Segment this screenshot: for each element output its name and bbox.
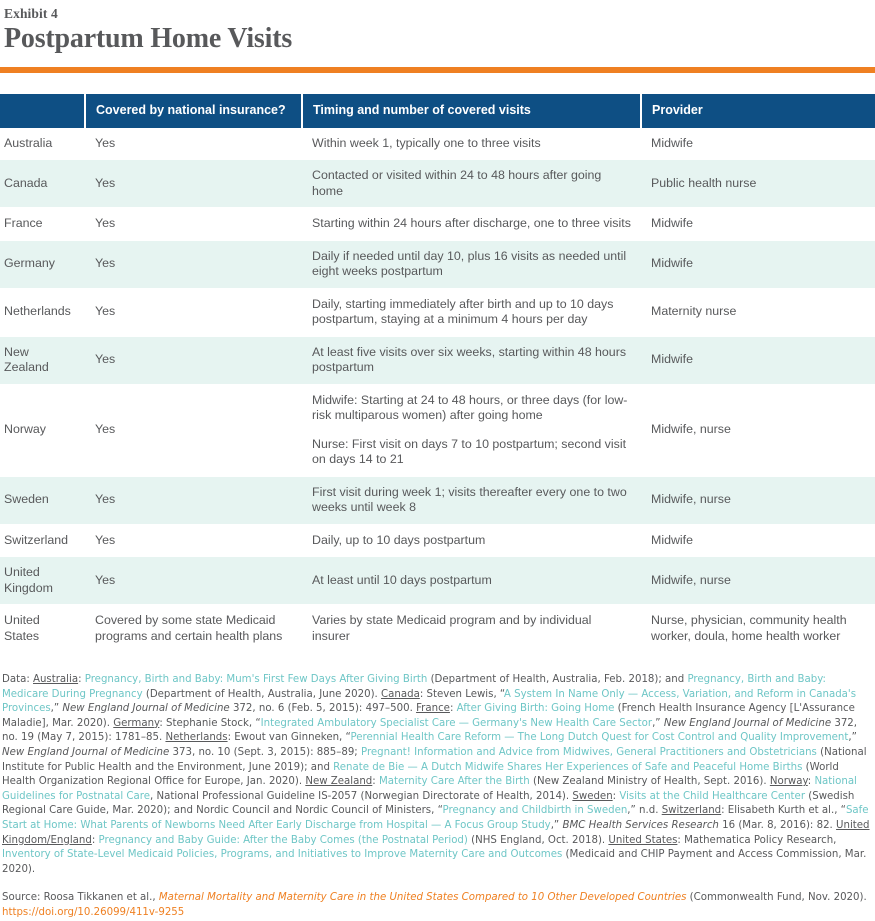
table-row [0,524,875,557]
cell-covered: Yes [85,557,302,605]
cell-provider: Midwife, nurse [641,557,875,605]
timing-paragraph: Varies by state Medicaid program and by individual insurer [312,613,592,643]
cell-country: Norway [0,384,85,476]
cell-timing [302,557,641,605]
postpartum-home-visits-table [0,94,875,653]
table-row [0,557,875,605]
orange-divider [0,67,875,73]
source-note: Source: Roosa Tikkanen et al., Maternal Mortality and Maternity Care in the United States Compared to 10 Other Developed Countries (Commonwealth Fund, Nov. 2020). https://doi.org/10.26099/411v-9255 [2,892,867,918]
reference-text: Sweden [572,790,613,802]
cell-provider: Midwife, nurse [641,384,875,476]
reference-link[interactable]: Maternity Care After the Birth [378,776,530,788]
reference-text: United Kingdom/England [2,819,870,846]
reference-link[interactable]: Perennial Health Care Reform — The Long Dutch Quest for Cost Control and Quality Improvement [350,732,849,744]
cell-timing [302,524,641,557]
table-row [0,605,875,653]
timing-paragraph: Daily if needed until day 10, plus 16 visits as needed until eight weeks postpartum [312,248,627,278]
reference-text: Norway [769,776,808,788]
cell-covered: Yes [85,288,302,336]
cell-timing [302,208,641,241]
reference-text: New England Journal of Medicine [663,717,832,729]
column-header-timing: Timing and number of covered visits [302,94,641,128]
cell-provider: Midwife, nurse [641,476,875,524]
timing-paragraph: At least five visits over six weeks, starting within 48 hours postpartum [312,344,627,374]
cell-covered: Yes [85,128,302,160]
cell-provider: Maternity nurse [641,288,875,336]
reference-text: Australia [33,674,79,685]
table-row [0,384,875,476]
cell-country: Germany [0,240,85,288]
cell-provider: Midwife [641,208,875,241]
reference-link[interactable]: Inventory of State-Level Medicaid Policies, Programs, and Initiatives to Improve Maternity Care and Outcomes [2,849,563,861]
cell-covered: Yes [85,336,302,384]
timing-paragraph: First visit during week 1; visits thereafter every one to two weeks until week 8 [312,484,627,514]
cell-timing [302,160,641,208]
reference-text: Netherlands [165,732,228,744]
cell-provider: Nurse, physician, community health worker, doula, home health worker [641,605,875,653]
table-row [0,288,875,336]
table-row [0,336,875,384]
timing-paragraph: Starting within 24 hours after discharge, one to three visits [312,216,631,230]
table-row [0,476,875,524]
column-header-covered: Covered by national insurance? [85,94,302,128]
reference-link[interactable]: Pregnancy and Baby Guide: After the Baby Comes (the Postnatal Period) [98,834,468,846]
reference-link[interactable]: After Giving Birth: Going Home [456,703,615,715]
table-header [0,94,875,128]
table-row [0,240,875,288]
timing-paragraph: Nurse: First visit on days 7 to 10 postpartum; second visit on days 14 to 21 [312,436,627,466]
column-header-country [0,94,85,128]
reference-text: Canada [381,688,420,700]
cell-country: Canada [0,160,85,208]
reference-text: France [416,703,450,715]
cell-country: France [0,208,85,241]
cell-country: Sweden [0,476,85,524]
reference-link[interactable]: Pregnancy, Birth and Baby: Mum's First Few Days After Giving Birth [84,674,428,685]
cell-provider: Midwife [641,524,875,557]
data-note: Data: Australia: Pregnancy, Birth and Baby: Mum's First Few Days After Giving Birth (Department of Health, Australia, Feb. 2018); and Pregnancy, Birth and Baby: Medicare During Pregnancy (Department of Health, Australia, June 2020). Canada: Steven Lewis, “A System In Name Only — Access, Variation, and Reform in Canada's Provinces,” New England Journal of Medicine 372, no. 6 (Feb. 5, 2015): 497–500. France: After Giving Birth: Going Home (French Health Insurance Agency [L'Assurance Maladie], Mar. 2020). Germany: Stephanie Stock, “Integrated Ambulatory Specialist Care — Germany's New Health Care Sector,” New England Journal of Medicine 372, no. 19 (May 7, 2015): 1781–85. Netherlands: Ewout van Ginneken, “Perennial Health Care Reform — The Long Dutch Quest for Cost Control and Quality Improvement,” New England Journal of Medicine 373, no. 10 (Sept. 3, 2015): 885–89; Pregnant! Information and Advice from Midwives, General Practitioners and Obstetricians (National Institute for Public Health and the Environment, June 2019); and Renate de Bie — A Dutch Midwife Shares Her Experiences of Safe and Peaceful Home Births (World Health Organization Regional Office for Europe, Jan. 2020). New Zealand: Maternity Care After the Birth (New Zealand Ministry of Health, Sept. 2016). Norway: National Guidelines for Postnatal Care, National Professional Guideline IS-2057 (Norwegian Directorate of Health, 2014). Sweden: Visits at the Child Healthcare Center (Swedish Regional Care Guide, Mar. 2020); and Nordic Council and Nordic Council of Ministers, “Pregnancy and Childbirth in Sweden,” n.d. Switzerland: Elisabeth Kurth et al., “Safe Start at Home: What Parents of Newborns Need After Early Discharge from Hospital — A Focus Group Study,” BMC Health Services Research 16 (Mar. 8, 2016): 82. United Kingdom/England: Pregnancy and Baby Guide: After the Baby Comes (the Postnatal Period) (NHS England, Oct. 2018). United States: Mathematica Policy Research, Inventory of State-Level Medicaid Policies, Programs, and Initiatives to Improve Maternity Care and Outcomes (Medicaid and CHIP Payment and Access Commission, Mar. 2020). [2,674,870,875]
cell-covered: Yes [85,160,302,208]
reference-text: New Zealand [305,776,373,788]
timing-paragraph: Daily, starting immediately after birth and up to 10 days postpartum, staying at a minimum 4 hours per day [312,296,614,326]
cell-timing [302,128,641,160]
reference-link[interactable]: Integrated Ambulatory Specialist Care — Germany's New Health Care Sector [260,717,653,729]
exhibit-label: Exhibit 4 [4,6,58,21]
timing-paragraph: Daily, up to 10 days postpartum [312,532,486,547]
cell-country: New Zealand [0,336,85,384]
table-header-row [0,94,875,128]
timing-paragraph: Within week 1, typically one to three visits [312,135,541,150]
reference-link[interactable]: National Guidelines for Postnatal Care [2,776,857,802]
reference-link[interactable]: A System In Name Only — Access, Variation, and Reform in Canada's Provinces [2,688,857,715]
reference-text: United States [608,834,678,846]
cell-covered: Covered by some state Medicaid programs and certain health plans [85,605,302,653]
source-link[interactable]: Maternal Mortality and Maternity Care in the United States Compared to 10 Other Developed Countries [158,892,687,904]
reference-link[interactable]: Pregnancy, Birth and Baby: Medicare During Pregnancy [2,674,826,700]
table-row [0,208,875,241]
cell-provider: Public health nurse [641,160,875,208]
table-body [0,128,875,653]
reference-text: New England Journal of Medicine [2,746,170,758]
reference-link[interactable]: Renate de Bie — A Dutch Midwife Shares Her Experiences of Safe and Peaceful Home Births [333,761,803,773]
table-container [0,94,875,653]
title-block [0,0,875,55]
timing-paragraph: Midwife: Starting at 24 to 48 hours, or three days (for low-risk multiparous women) after going home [312,392,628,422]
reference-text: Switzerland [661,805,722,817]
cell-timing [302,476,641,524]
cell-covered: Yes [85,524,302,557]
reference-link[interactable]: Visits at the Child Healthcare Center [619,790,806,802]
cell-timing [302,288,641,336]
reference-text: BMC Health Services Research [562,819,719,831]
reference-text: Germany [113,717,160,729]
cell-country: Switzerland [0,524,85,557]
reference-text: New England Journal of Medicine [62,703,230,715]
reference-link[interactable]: Safe Start at Home: What Parents of Newborns Need After Early Discharge from Hospital — A Focus Group Study [2,805,869,831]
cell-covered: Yes [85,240,302,288]
cell-timing [302,605,641,653]
cell-timing [302,240,641,288]
cell-country: United States [0,605,85,653]
reference-link[interactable]: Pregnancy and Childbirth in Sweden [442,805,628,817]
cell-country: United Kingdom [0,557,85,605]
cell-provider: Midwife [641,240,875,288]
cell-covered: Yes [85,208,302,241]
cell-country: Netherlands [0,288,85,336]
cell-provider: Midwife [641,128,875,160]
cell-timing [302,384,641,476]
cell-timing [302,336,641,384]
reference-link[interactable]: Pregnant! Information and Advice from Midwives, General Practitioners and Obstetricians [360,746,817,758]
cell-provider: Midwife [641,336,875,384]
column-header-provider: Provider [641,94,875,128]
timing-paragraph: Contacted or visited within 24 to 48 hours after going home [312,168,602,198]
source-link[interactable]: https://doi.org/10.26099/411v-9255 [2,906,185,918]
table-row [0,128,875,160]
page-title: Postpartum Home Visits [4,23,293,54]
cell-covered: Yes [85,476,302,524]
table-row [0,160,875,208]
cell-country: Australia [0,128,85,160]
timing-paragraph: At least until 10 days postpartum [312,572,492,587]
cell-covered: Yes [85,384,302,476]
notes-block [0,673,875,921]
